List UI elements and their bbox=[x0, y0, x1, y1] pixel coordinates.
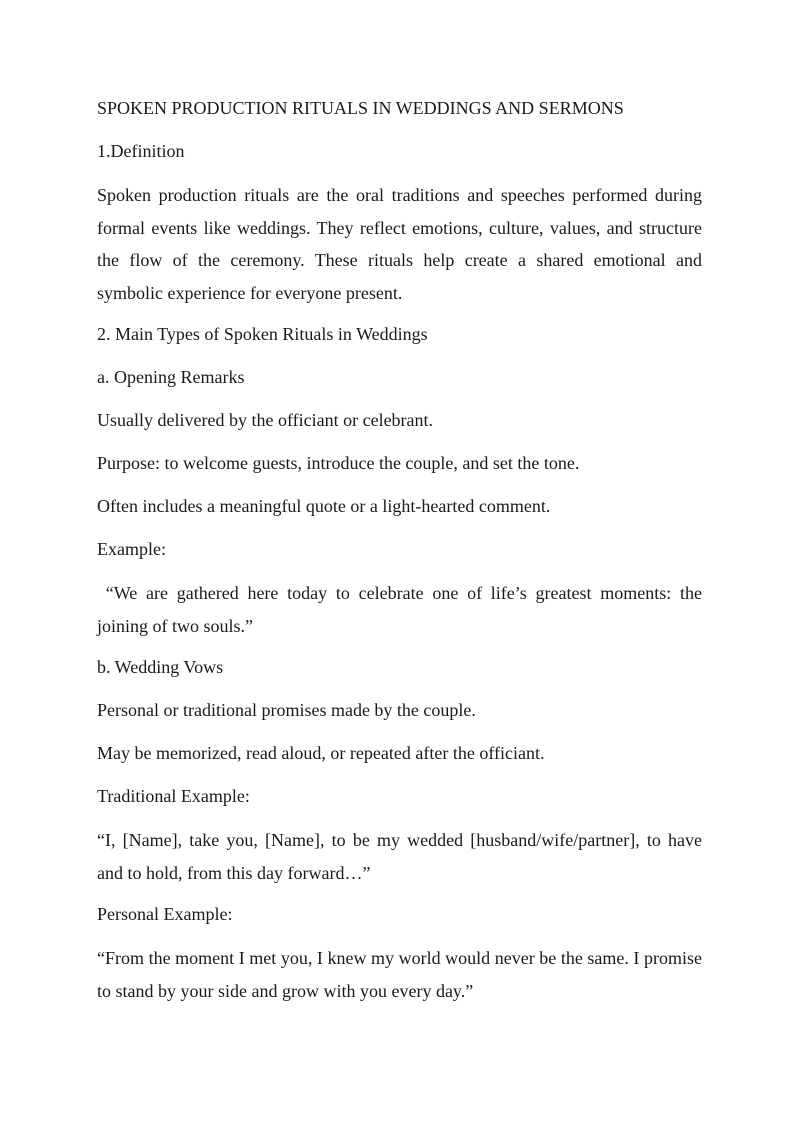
definition-paragraph: Spoken production rituals are the oral traditions and speeches performed during formal events like weddings. They reflect emotions, culture, values, and structure the flow of the ceremony. These rituals help create a shared emotional and symbolic experience for everyone present. bbox=[97, 185, 702, 303]
personal-example-label: Personal Example: bbox=[97, 904, 233, 924]
document-page bbox=[97, 93, 707, 1017]
example-label: Example: bbox=[97, 539, 166, 559]
opening-remarks-line: Often includes a meaningful quote or a light-hearted comment. bbox=[97, 496, 551, 516]
document-title: SPOKEN PRODUCTION RITUALS IN WEDDINGS AND SERMONS bbox=[97, 98, 624, 118]
opening-example-quote: “We are gathered here today to celebrate one of life’s greatest moments: the joining of two souls.” bbox=[97, 583, 707, 636]
opening-remarks-line: Purpose: to welcome guests, introduce the couple, and set the tone. bbox=[97, 453, 580, 473]
wedding-vows-line: Personal or traditional promises made by the couple. bbox=[97, 700, 476, 720]
opening-remarks-line: Usually delivered by the officiant or celebrant. bbox=[97, 410, 434, 430]
traditional-example-label: Traditional Example: bbox=[97, 786, 250, 806]
personal-example-quote: “From the moment I met you, I knew my world would never be the same. I promise to stand by your side and grow with you every day.” bbox=[97, 948, 702, 1001]
wedding-vows-line: May be memorized, read aloud, or repeated after the officiant. bbox=[97, 743, 545, 763]
traditional-example-quote: “I, [Name], take you, [Name], to be my wedded [husband/wife/partner], to have and to hold, from this day forward…” bbox=[97, 830, 702, 883]
subheading-opening-remarks: a. Opening Remarks bbox=[97, 367, 245, 387]
subheading-wedding-vows: b. Wedding Vows bbox=[97, 657, 224, 677]
section-heading-definition: 1.Definition bbox=[97, 141, 185, 161]
section-heading-main-types: 2. Main Types of Spoken Rituals in Weddings bbox=[97, 324, 428, 344]
